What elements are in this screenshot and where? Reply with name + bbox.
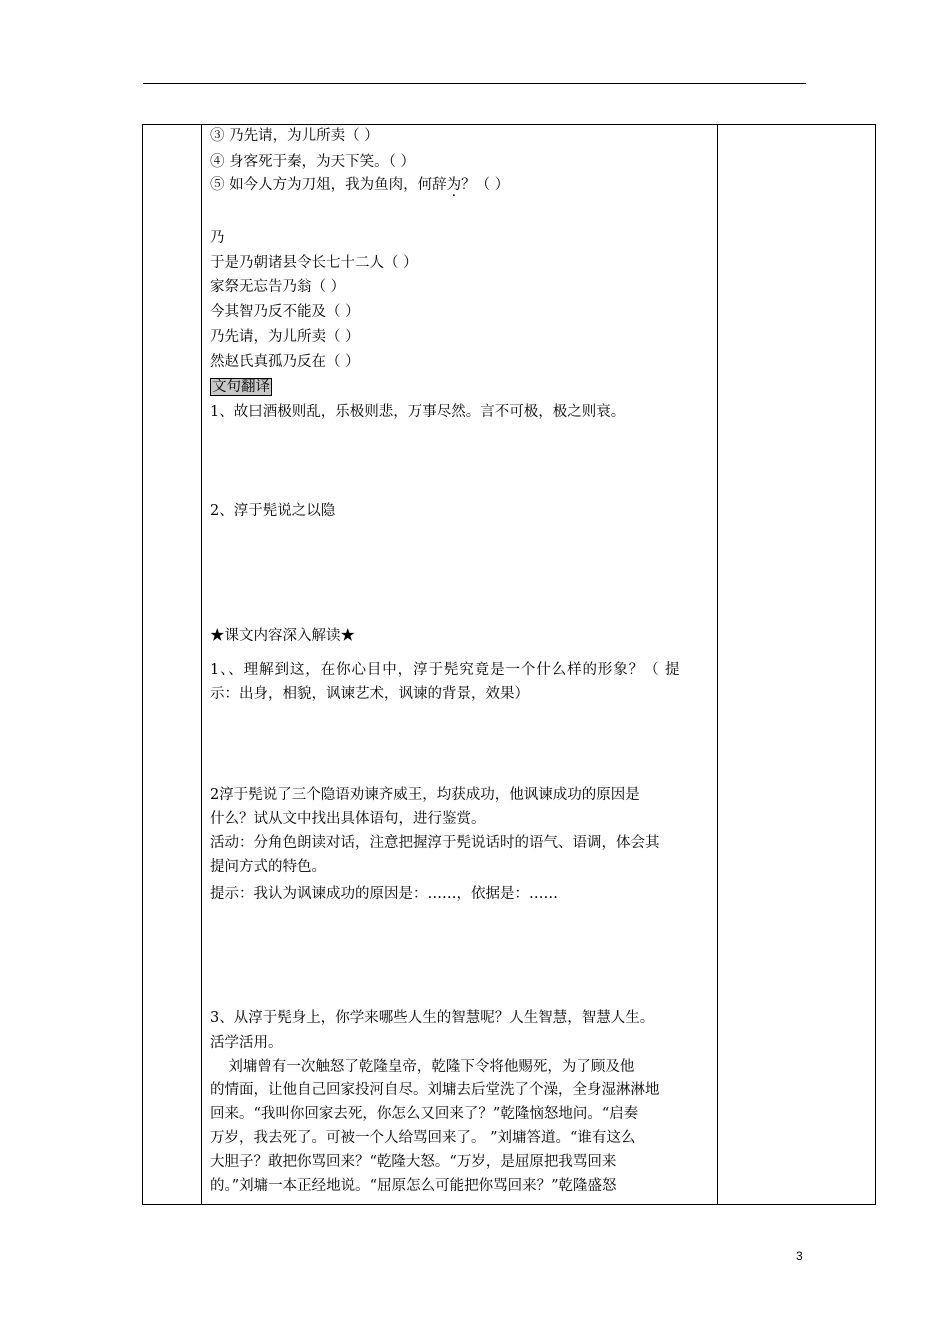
item-5-blank: ？（ ） [461,177,510,193]
reading-heading: ★课文内容深入解读★ [210,628,355,644]
reading-q2-line-3: 活动：分角色朗读对话，注意把握淳于髡说话时的语气、语调，体会其 [210,835,660,851]
reading-q2-line-5: 提示：我认为讽谏成功的原因是：……，依据是：…… [210,886,558,902]
header-rule [143,83,806,84]
reading-q3-line-1: 3、从淳于髡身上，你学来哪些人生的智慧呢？人生智慧，智慧人生。 [210,1010,655,1026]
item-5 [210,175,509,195]
item-5-text: ⑤ 如今人方为刀俎，我为鱼肉，何辞 [210,177,447,193]
nai-line-5: 然赵氏真孤乃反在（ ） [210,354,360,370]
reading-q3-line-7: 大胆子？敢把你骂回来？“乾隆大怒。“万岁，是屈原把我骂回来 [210,1154,617,1170]
page-number: 3 [796,1249,803,1263]
reading-q3-line-3: 刘墉曾有一次触怒了乾隆皇帝，乾隆下令将他赐死，为了顾及他 [210,1059,635,1075]
nai-line-1: 于是乃朝诸县令长七十二人（ ） [210,255,418,271]
item-3: ③ 乃先请，为儿所卖（ ） [210,128,379,144]
emphasized-char: 为 [446,177,462,193]
translation-q1: 1、故曰酒极则乱，乐极则悲，万事尽然。言不可极，极之则衰。 [210,404,626,420]
reading-q3-line-2: 活学活用。 [210,1035,283,1051]
reading-q3-line-8: 的。”刘墉一本正经地说。“屈原怎么可能把你骂回来？”乾隆盛怒 [210,1178,617,1194]
reading-q1-line-1: 1、、理解到这，在你心目中，淳于髡究竟是一个什么样的形象？（ 提 [210,662,681,678]
translation-q2: 2、淳于髡说之以隐 [210,503,336,519]
nai-line-2: 家祭无忘告乃翁（ ） [210,279,346,295]
translation-heading-label: 文句翻译 [212,379,270,395]
reading-q2-line-1: 2淳于髡说了三个隐语劝谏齐威王，均获成功，他讽谏成功的原因是 [210,787,640,803]
reading-q3-line-5: 回来。“我叫你回家去死，你怎么又回来了？”乾隆恼怒地问。“启奏 [210,1106,639,1122]
table-column-divider-left [201,124,202,1205]
reading-q2-line-4: 提问方式的特色。 [210,859,326,875]
nai-heading: 乃 [210,230,225,246]
table-column-divider-right [717,124,718,1205]
translation-heading [210,377,272,397]
reading-q1-line-2: 示：出身，相貌，讽谏艺术，讽谏的背景，效果） [210,686,529,702]
reading-q3-line-6: 万岁，我去死了。可被一个人给骂回来了。 ”刘墉答道。“谁有这么 [210,1130,636,1146]
reading-q2-line-2: 什么？试从文中找出具体语句，进行鉴赏。 [210,811,486,827]
nai-line-4: 乃先请，为儿所卖（ ） [210,329,360,345]
nai-line-3: 今其智乃反不能及（ ） [210,304,360,320]
reading-q3-line-4: 的情面，让他自己回家投河自尽。刘墉去后堂洗了个澡，全身湿淋淋地 [210,1082,660,1098]
item-4: ④ 身客死于秦，为天下笑。（ ） [210,154,415,170]
